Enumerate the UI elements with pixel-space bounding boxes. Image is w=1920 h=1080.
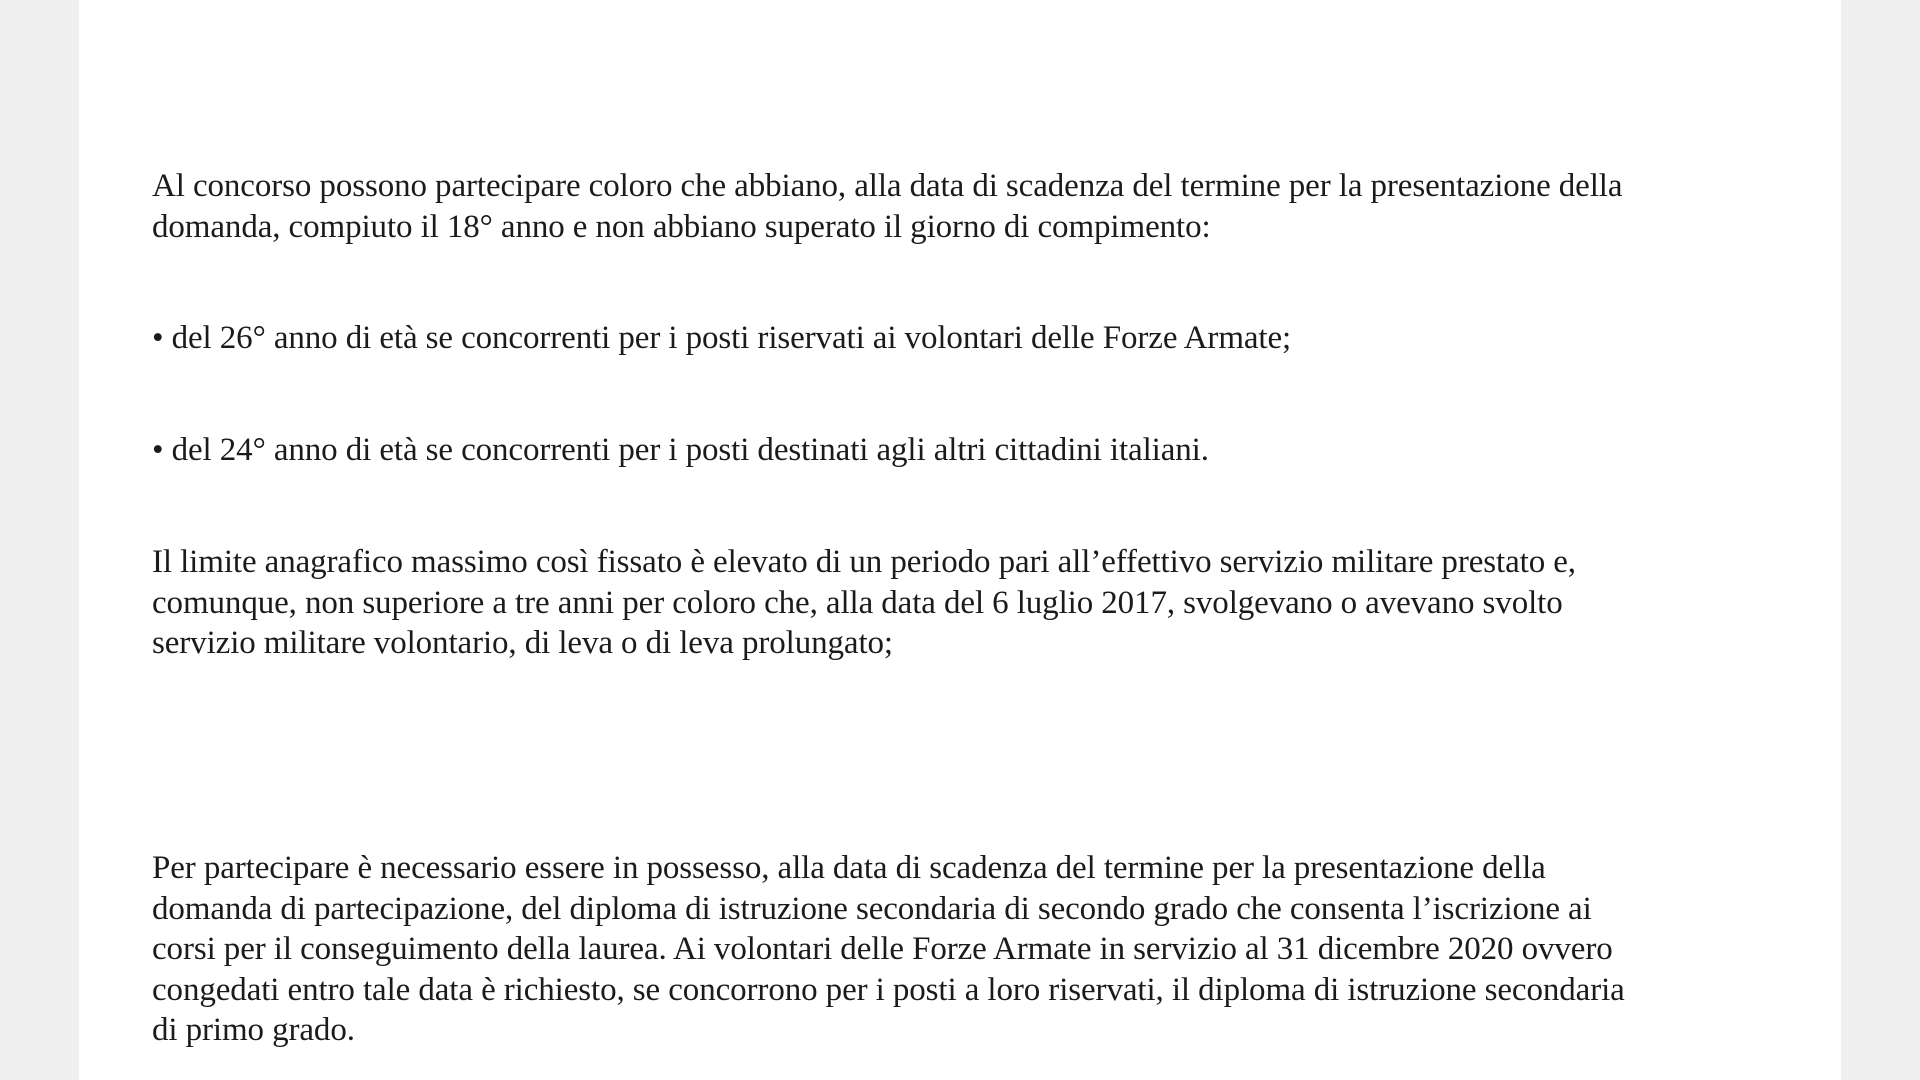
text-line: servizio militare volontario, di leva o di leva prolungato;: [152, 625, 893, 661]
paragraph-diploma: [152, 848, 1792, 1051]
bullet-item-volunteers: [152, 318, 1792, 359]
text-line: congedati entro tale data è richiesto, se concorrono per i posti a loro riservati, il diploma di istruzione secondaria: [152, 971, 1625, 1008]
text-line: • del 26° anno di età se concorrenti per i posti riservati ai volontari delle Forze Armate;: [152, 320, 1292, 356]
text-line: Per partecipare è necessario essere in possesso, alla data di scadenza del termine per la presentazione della: [152, 850, 1546, 886]
bullet-item-citizens: [152, 430, 1792, 471]
document-page: [79, 0, 1841, 1080]
paragraph-age-limit: [152, 542, 1792, 664]
paragraph-eligibility: [152, 166, 1792, 247]
text-line: di primo grado.: [152, 1012, 355, 1048]
text-line: domanda, compiuto il 18° anno e non abbiano superato il giorno di compimento:: [152, 208, 1211, 245]
text-line: Il limite anagrafico massimo così fissato è elevato di un periodo pari all’effettivo servizio militare prestato e,: [152, 544, 1576, 580]
text-line: Al concorso possono partecipare coloro che abbiano, alla data di scadenza del termine per la presentazione della: [152, 168, 1623, 204]
text-line: corsi per il conseguimento della laurea. Ai volontari delle Forze Armate in servizio al 31 dicembre 2020 ovvero: [152, 931, 1613, 967]
text-line: • del 24° anno di età se concorrenti per i posti destinati agli altri cittadini italiani.: [152, 432, 1209, 468]
text-line: domanda di partecipazione, del diploma di istruzione secondaria di secondo grado che consenta l’iscrizione ai: [152, 890, 1592, 927]
text-line: comunque, non superiore a tre anni per coloro che, alla data del 6 luglio 2017, svolgevano o avevano svolto: [152, 584, 1563, 621]
